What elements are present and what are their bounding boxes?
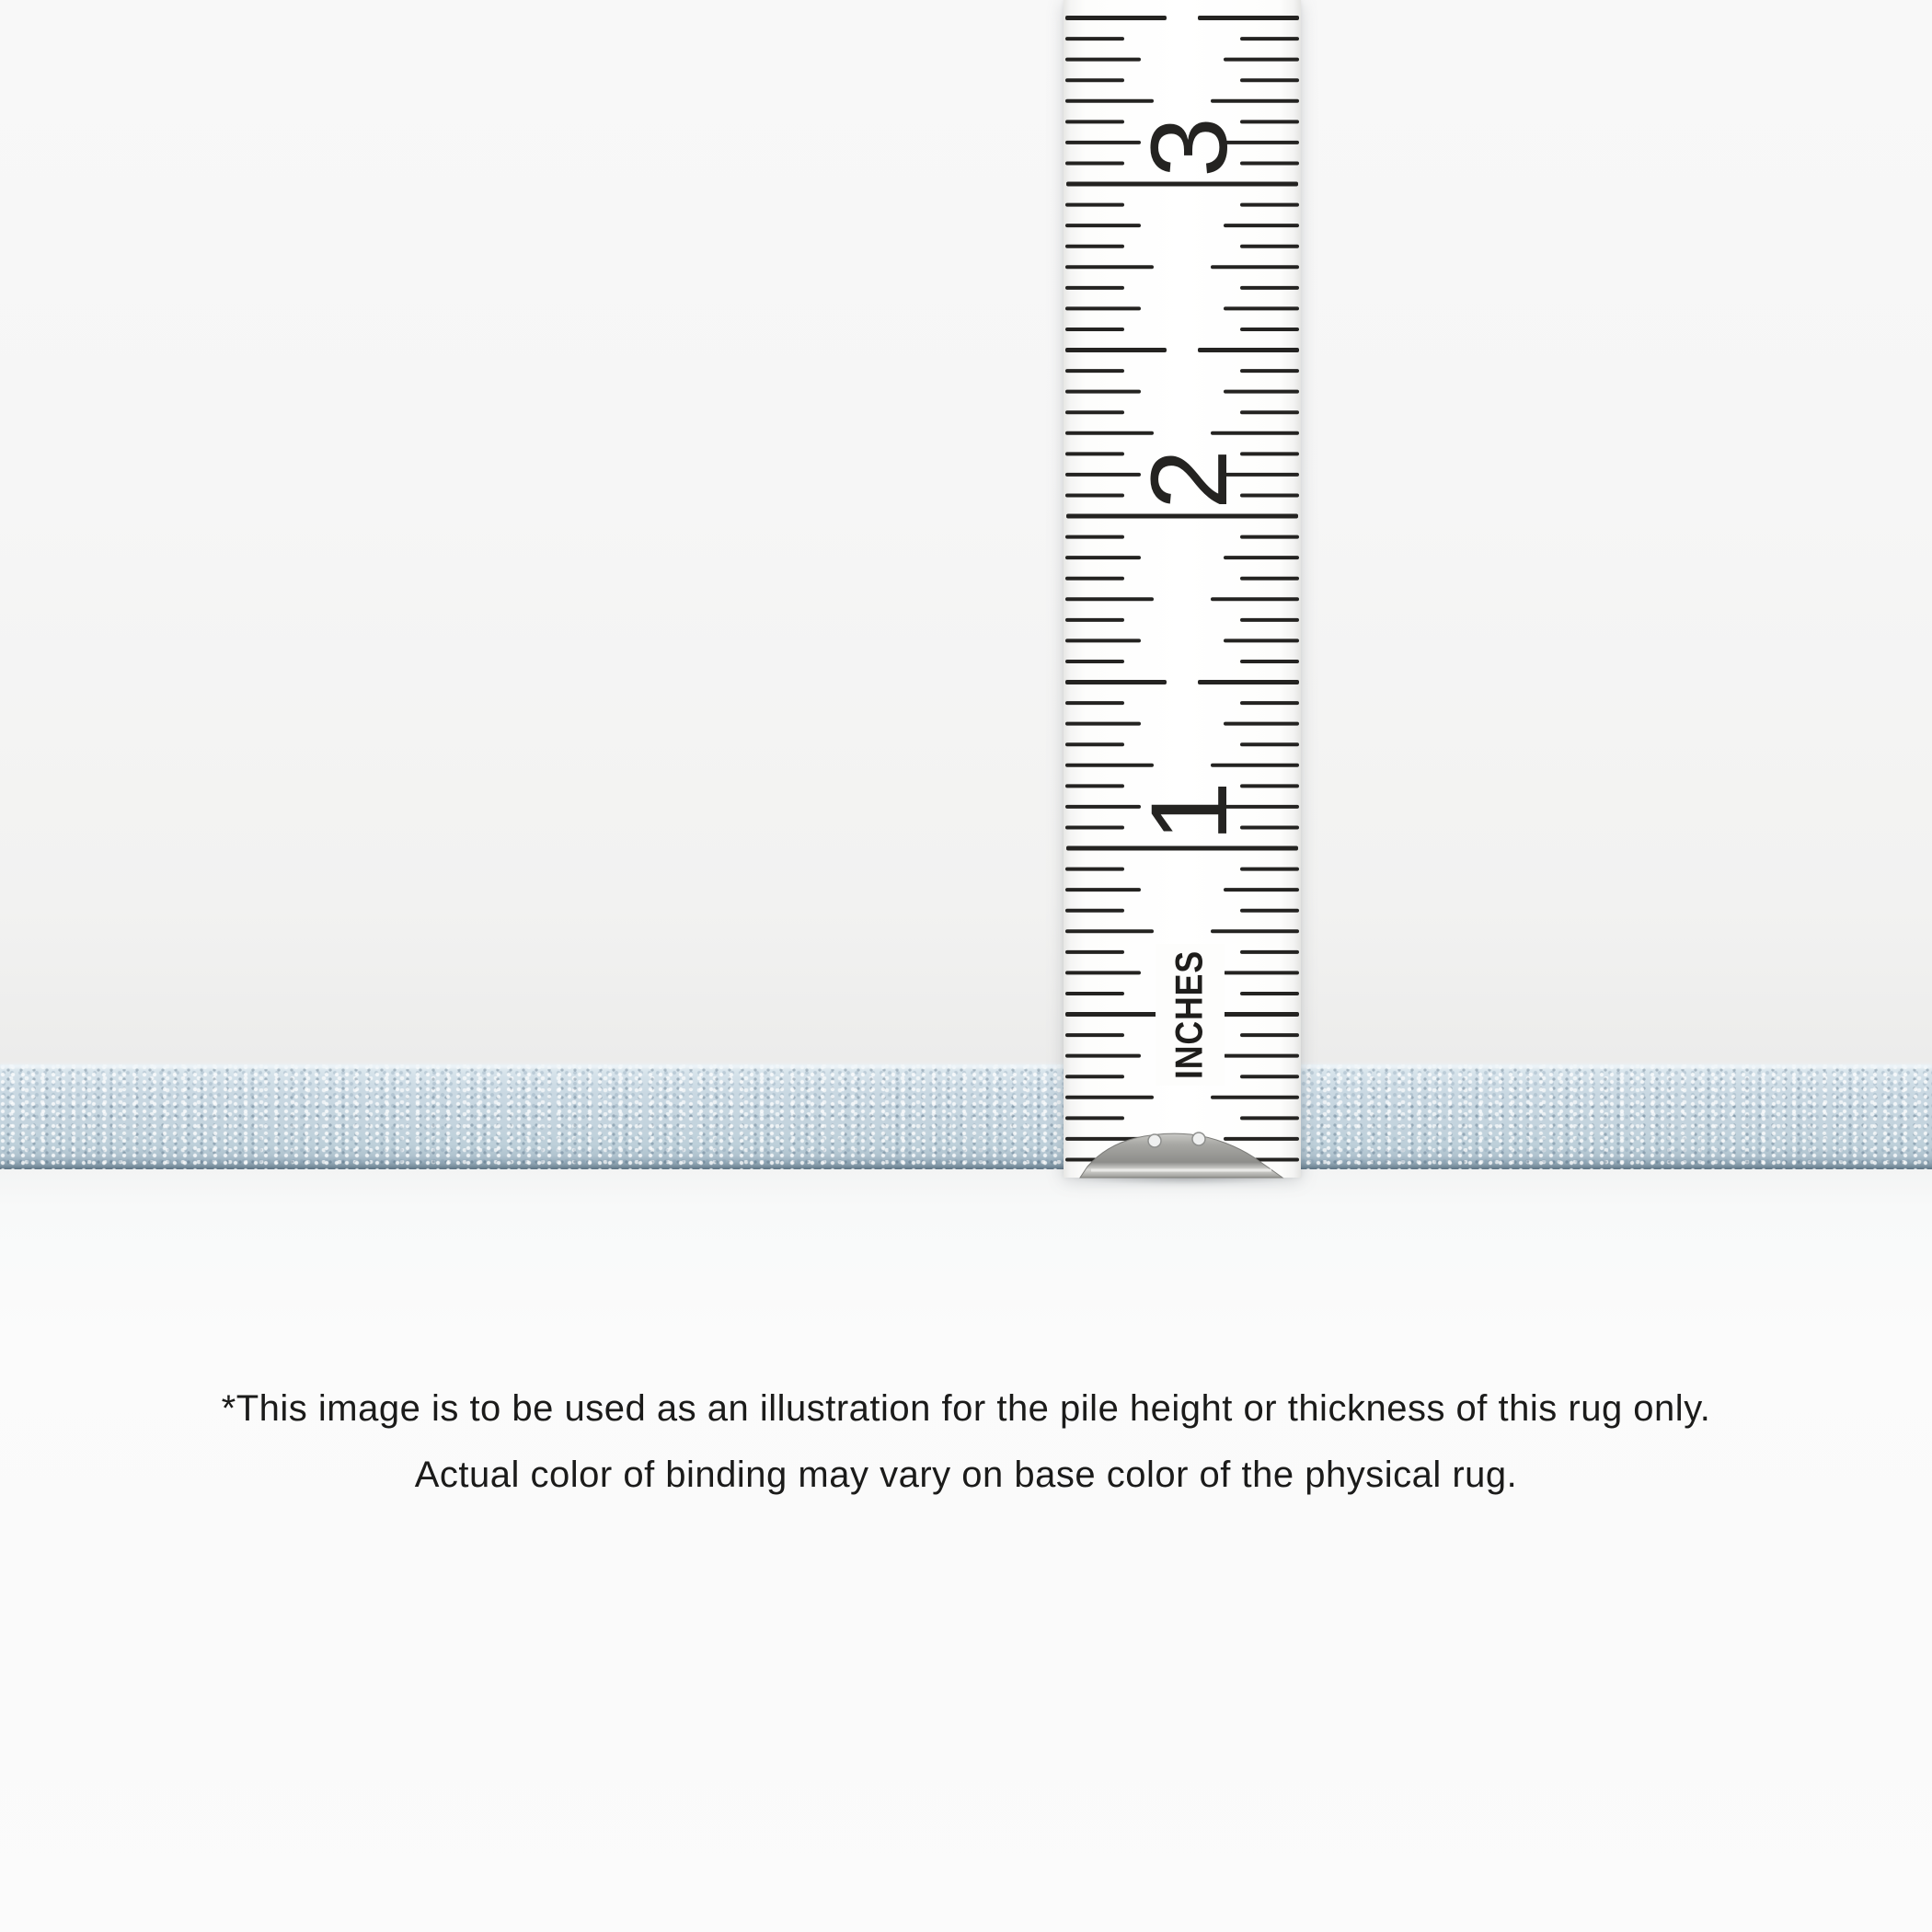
inches-unit-label: INCHES	[1167, 927, 1211, 1079]
tick-left	[1065, 120, 1124, 123]
tick-left	[1065, 452, 1124, 455]
tick-left	[1065, 203, 1124, 207]
tick-right	[1240, 78, 1299, 82]
tick-left	[1065, 618, 1124, 622]
tick-left	[1065, 888, 1141, 891]
tick-right	[1224, 224, 1299, 227]
tick-left	[1065, 764, 1154, 767]
tick-left	[1065, 722, 1141, 726]
tick-right	[1240, 328, 1299, 331]
clip-rivet	[1148, 1134, 1161, 1147]
tick-right	[1198, 348, 1299, 352]
tick-left	[1065, 1033, 1124, 1037]
tick-left	[1065, 1116, 1124, 1120]
tick-right	[1240, 660, 1299, 663]
tick-right	[1224, 390, 1299, 394]
tick-right	[1240, 245, 1299, 248]
tick-left	[1065, 369, 1124, 373]
tick-right	[1240, 577, 1299, 581]
inch-number-label: 3	[1129, 117, 1250, 178]
tick-right	[1224, 1137, 1299, 1141]
disclaimer-line-2: Actual color of binding may vary on base color of the physical rug.	[414, 1455, 1518, 1495]
tick-left	[1065, 556, 1141, 559]
tick-left	[1065, 286, 1124, 290]
tick-right	[1224, 1054, 1299, 1058]
disclaimer-line-1: *This image is to be used as an illustration for the pile height or thickness of this rug only.	[221, 1388, 1711, 1429]
tick-right	[1240, 37, 1299, 40]
tick-right	[1240, 1116, 1299, 1120]
tick-right	[1211, 764, 1299, 767]
tick-left	[1065, 868, 1124, 871]
tick-right	[1211, 431, 1299, 435]
tick-right	[1224, 638, 1299, 642]
tick-right	[1224, 722, 1299, 726]
tick-left	[1065, 390, 1141, 394]
tick-right	[1224, 556, 1299, 559]
tick-right	[1240, 1033, 1299, 1037]
tick-left	[1065, 577, 1124, 581]
tick-left	[1065, 16, 1167, 20]
tick-right	[1198, 680, 1299, 684]
tick-right	[1240, 286, 1299, 290]
tick-left	[1065, 328, 1124, 331]
tick-left	[1065, 660, 1124, 663]
tick-right	[1224, 971, 1299, 974]
tick-left	[1065, 638, 1141, 642]
tick-left	[1065, 37, 1124, 40]
tick-right	[1240, 909, 1299, 913]
tick-right	[1211, 99, 1299, 103]
tick-right	[1240, 618, 1299, 622]
tick-right	[1240, 203, 1299, 207]
tick-left	[1065, 99, 1154, 103]
tick-left	[1065, 265, 1154, 269]
floor-background	[0, 1169, 1932, 1932]
tick-left	[1065, 742, 1124, 746]
tick-left	[1065, 784, 1124, 788]
tick-right	[1224, 888, 1299, 891]
tick-left	[1065, 535, 1124, 539]
tick-right	[1240, 369, 1299, 373]
tick-right	[1211, 929, 1299, 933]
tick-right	[1240, 1075, 1299, 1078]
tick-right	[1240, 701, 1299, 705]
inch-number-label: 2	[1129, 449, 1250, 510]
tick-right	[1211, 265, 1299, 269]
inch-line	[1066, 846, 1298, 851]
tick-right	[1224, 306, 1299, 310]
tick-left	[1065, 306, 1141, 310]
tick-right	[1224, 58, 1299, 62]
tick-right	[1240, 410, 1299, 414]
tick-left	[1065, 909, 1124, 913]
tick-left	[1065, 224, 1141, 227]
tick-left	[1065, 680, 1167, 684]
ruler-tape	[1064, 0, 1301, 1180]
inch-line	[1066, 182, 1298, 187]
rug-cross-section	[0, 1064, 1932, 1169]
tick-left	[1065, 78, 1124, 82]
tick-left	[1065, 597, 1154, 601]
tick-right	[1240, 742, 1299, 746]
tick-left	[1065, 1096, 1154, 1099]
tick-left	[1065, 1012, 1167, 1017]
tick-left	[1065, 1054, 1141, 1058]
tick-right	[1240, 992, 1299, 995]
tick-right	[1198, 16, 1299, 20]
tick-right	[1240, 868, 1299, 871]
tick-left	[1065, 348, 1167, 352]
tick-right	[1211, 1096, 1299, 1099]
tick-left	[1065, 701, 1124, 705]
tick-left	[1065, 410, 1124, 414]
tick-right	[1240, 535, 1299, 539]
inch-line	[1066, 514, 1298, 519]
tick-left	[1065, 493, 1124, 497]
tick-left	[1065, 929, 1154, 933]
tick-left	[1065, 971, 1141, 974]
tick-right	[1211, 597, 1299, 601]
inch-number-label: 1	[1129, 781, 1250, 842]
tick-right	[1240, 950, 1299, 954]
clip-rivet	[1192, 1133, 1205, 1145]
tick-left	[1065, 1075, 1124, 1078]
tick-left	[1065, 245, 1124, 248]
tick-left	[1065, 161, 1124, 165]
tick-left	[1065, 950, 1124, 954]
tick-left	[1065, 825, 1124, 829]
tick-left	[1065, 992, 1124, 995]
tick-left	[1065, 58, 1141, 62]
tick-left	[1065, 431, 1154, 435]
disclaimer-text	[0, 1375, 1932, 1508]
